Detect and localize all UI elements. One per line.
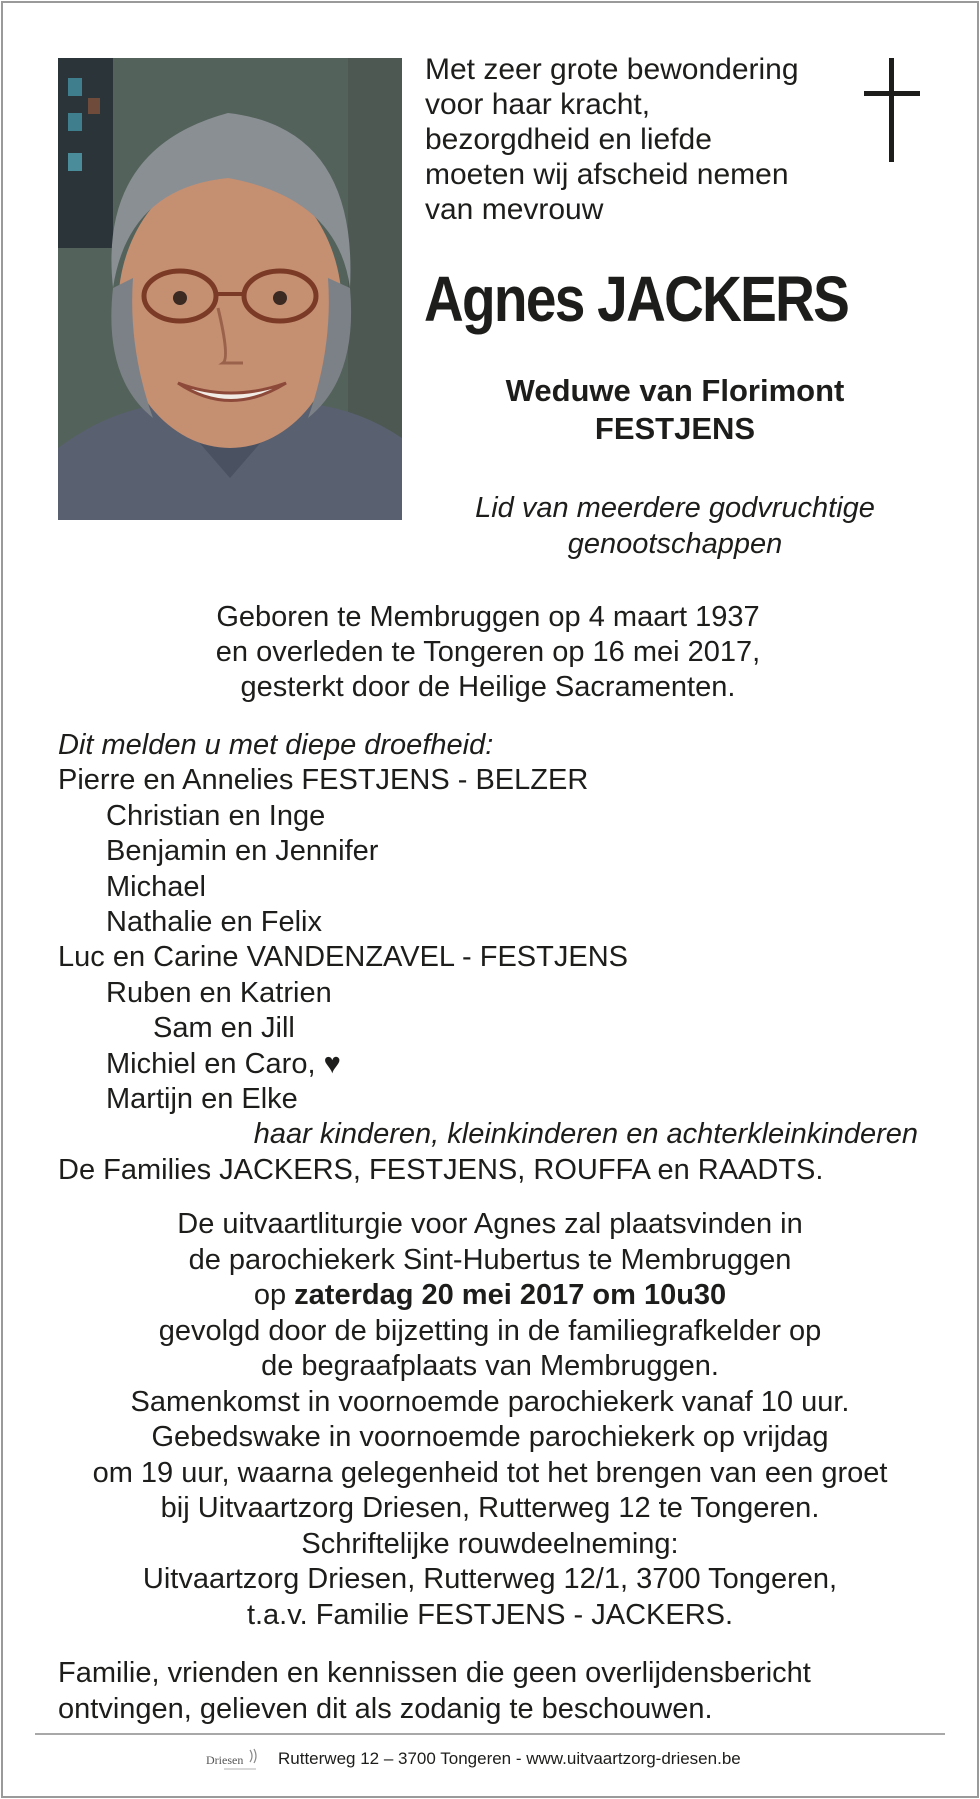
family-intro: Dit melden u met diepe droefheid: bbox=[58, 729, 494, 761]
intro-line: voor haar kracht, bbox=[425, 88, 651, 121]
widow-line: Weduwe van Florimont bbox=[505, 373, 845, 408]
funeral-line: de begraafplaats van Membruggen. bbox=[261, 1350, 719, 1382]
funeral-line: t.a.v. Familie FESTJENS - JACKERS. bbox=[246, 1598, 734, 1631]
family-member: Christian en Inge bbox=[106, 799, 326, 832]
widow-of bbox=[425, 372, 925, 448]
funeral-info bbox=[50, 1207, 930, 1633]
logo-text: Driesen bbox=[206, 1753, 244, 1767]
sacrament-line: gesterkt door de Heilige Sacramenten. bbox=[240, 671, 736, 703]
family-member: Michael bbox=[106, 870, 206, 903]
funeral-date-line bbox=[50, 1278, 930, 1314]
family-member: Michiel en Caro, ♥ bbox=[106, 1047, 341, 1080]
portrait-illustration bbox=[58, 58, 402, 520]
family-list bbox=[58, 728, 928, 1188]
intro-line: moeten wij afscheid nemen bbox=[425, 158, 789, 191]
footer-divider bbox=[35, 1733, 945, 1735]
family-member: Ruben en Katrien bbox=[106, 976, 332, 1009]
funeral-line: Schriftelijke rouwdeelneming: bbox=[301, 1527, 679, 1560]
funeral-line: De uitvaartliturgie voor Agnes zal plaatsvinden in bbox=[177, 1208, 803, 1240]
cross-icon bbox=[864, 58, 920, 162]
closing-text bbox=[58, 1655, 938, 1727]
family-branch: Luc en Carine VANDENZAVEL - FESTJENS bbox=[58, 941, 628, 974]
closing-line: ontvingen, gelieven dit als zodanig te beschouwen. bbox=[58, 1693, 713, 1725]
birth-death-info bbox=[58, 600, 918, 705]
family-branch: Pierre en Annelies FESTJENS - BELZER bbox=[58, 764, 589, 797]
family-member: Sam en Jill bbox=[153, 1012, 295, 1045]
closing-line: Familie, vrienden en kennissen die geen overlijdensbericht bbox=[58, 1657, 811, 1689]
membership-line: Lid van meerdere godvruchtige bbox=[475, 492, 875, 524]
funeral-line: Samenkomst in voornoemde parochiekerk vanaf 10 uur. bbox=[130, 1385, 850, 1418]
funeral-line: gevolgd door de bijzetting in de familiegrafkelder op bbox=[158, 1314, 822, 1347]
membership bbox=[425, 490, 925, 562]
funeral-line: om 19 uur, waarna gelegenheid tot het brengen van een groet bbox=[92, 1456, 888, 1489]
intro-line: van mevrouw bbox=[425, 193, 604, 226]
funeral-date: zaterdag 20 mei 2017 om 10u30 bbox=[294, 1279, 727, 1311]
funeral-line: bij Uitvaartzorg Driesen, Rutterweg 12 te Tongeren. bbox=[160, 1492, 820, 1524]
portrait-photo bbox=[58, 58, 402, 520]
extended-families: De Families JACKERS, FESTJENS, ROUFFA en RAADTS. bbox=[58, 1153, 824, 1186]
widow-line: FESTJENS bbox=[594, 411, 756, 446]
family-member: Nathalie en Felix bbox=[106, 906, 322, 939]
intro-text bbox=[425, 52, 845, 227]
birth-line: Geboren te Membruggen op 4 maart 1937 bbox=[216, 601, 760, 633]
intro-line: Met zeer grote bewondering bbox=[425, 53, 799, 86]
funeral-date-prefix: op bbox=[253, 1279, 287, 1311]
family-member: Benjamin en Jennifer bbox=[106, 835, 379, 868]
membership-line: genootschappen bbox=[567, 528, 783, 560]
funeral-line: Gebedswake in voornoemde parochiekerk op vrijdag bbox=[151, 1421, 829, 1453]
deceased-name: Agnes JACKERS bbox=[424, 263, 849, 335]
death-line: en overleden te Tongeren op 16 mei 2017, bbox=[215, 636, 761, 668]
funeral-line: Uitvaartzorg Driesen, Rutterweg 12/1, 3700 Tongeren, bbox=[142, 1563, 838, 1595]
footer-address: Rutterweg 12 – 3700 Tongeren - www.uitvaartzorg-driesen.be bbox=[278, 1749, 741, 1768]
funeral-line: de parochiekerk Sint-Hubertus te Membruggen bbox=[188, 1243, 792, 1276]
intro-line: bezorgdheid en liefde bbox=[425, 123, 712, 156]
family-member: Martijn en Elke bbox=[106, 1083, 298, 1116]
family-role: haar kinderen, kleinkinderen en achterkleinkinderen bbox=[253, 1118, 918, 1151]
funeral-home-logo bbox=[204, 1746, 262, 1776]
